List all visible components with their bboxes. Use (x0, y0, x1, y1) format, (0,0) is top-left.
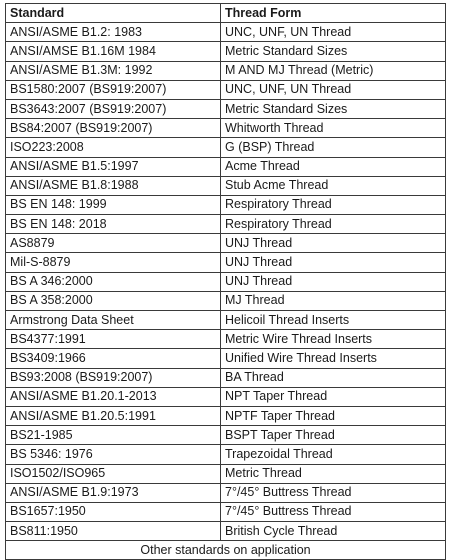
standard-cell: BS 5346: 1976 (6, 445, 221, 464)
thread-form-cell: Metric Wire Thread Inserts (221, 330, 446, 349)
table-row (6, 522, 446, 541)
thread-form-cell: Metric Thread (221, 464, 446, 483)
table-row (6, 215, 446, 234)
standard-cell: BS A 346:2000 (6, 272, 221, 291)
table-row (6, 61, 446, 80)
column-header-thread-form: Thread Form (221, 4, 446, 23)
table-row (6, 406, 446, 425)
thread-form-cell: UNJ Thread (221, 253, 446, 272)
thread-form-cell: UNC, UNF, UN Thread (221, 23, 446, 42)
table-row (6, 119, 446, 138)
thread-form-cell: Acme Thread (221, 157, 446, 176)
table-row (6, 195, 446, 214)
table-row (6, 311, 446, 330)
standard-cell: BS4377:1991 (6, 330, 221, 349)
standards-table (5, 3, 446, 560)
table-header-row (6, 4, 446, 23)
standard-cell: ANSI/ASME B1.20.5:1991 (6, 406, 221, 425)
thread-form-cell: Unified Wire Thread Inserts (221, 349, 446, 368)
standard-cell: BS EN 148: 2018 (6, 215, 221, 234)
table-footer-row (6, 541, 446, 560)
standard-cell: ISO1502/ISO965 (6, 464, 221, 483)
standard-cell: BS3643:2007 (BS919:2007) (6, 99, 221, 118)
thread-form-cell: UNJ Thread (221, 234, 446, 253)
table-row (6, 80, 446, 99)
standard-cell: ANSI/ASME B1.2: 1983 (6, 23, 221, 42)
thread-form-cell: Helicoil Thread Inserts (221, 311, 446, 330)
standard-cell: ANSI/ASME B1.9:1973 (6, 483, 221, 502)
table-row (6, 483, 446, 502)
table-row (6, 445, 446, 464)
standard-cell: ANSI/ASME B1.3M: 1992 (6, 61, 221, 80)
thread-form-cell: British Cycle Thread (221, 522, 446, 541)
standard-cell: BS84:2007 (BS919:2007) (6, 119, 221, 138)
table-row (6, 502, 446, 521)
thread-form-cell: 7°/45° Buttress Thread (221, 483, 446, 502)
table-row (6, 253, 446, 272)
standard-cell: BS1580:2007 (BS919:2007) (6, 80, 221, 99)
thread-form-cell: Trapezoidal Thread (221, 445, 446, 464)
thread-form-cell: Stub Acme Thread (221, 176, 446, 195)
standard-cell: BS EN 148: 1999 (6, 195, 221, 214)
standard-cell: ISO223:2008 (6, 138, 221, 157)
standard-cell: BS21-1985 (6, 426, 221, 445)
table-footer-note: Other standards on application (6, 541, 446, 560)
table-row (6, 23, 446, 42)
table-row (6, 157, 446, 176)
table-row (6, 330, 446, 349)
column-header-standard: Standard (6, 4, 221, 23)
thread-form-cell: Respiratory Thread (221, 195, 446, 214)
table-row (6, 426, 446, 445)
thread-form-cell: UNC, UNF, UN Thread (221, 80, 446, 99)
table-row (6, 464, 446, 483)
thread-form-cell: Metric Standard Sizes (221, 99, 446, 118)
table-body (6, 23, 446, 541)
thread-form-cell: Respiratory Thread (221, 215, 446, 234)
standard-cell: ANSI/AMSE B1.16M 1984 (6, 42, 221, 61)
thread-form-cell: 7°/45° Buttress Thread (221, 502, 446, 521)
standard-cell: ANSI/ASME B1.5:1997 (6, 157, 221, 176)
table-row (6, 349, 446, 368)
thread-form-cell: NPTF Taper Thread (221, 406, 446, 425)
table-row (6, 368, 446, 387)
table-row (6, 272, 446, 291)
standard-cell: ANSI/ASME B1.20.1-2013 (6, 387, 221, 406)
table-row (6, 176, 446, 195)
thread-form-cell: M AND MJ Thread (Metric) (221, 61, 446, 80)
table-row (6, 99, 446, 118)
thread-form-cell: Whitworth Thread (221, 119, 446, 138)
standard-cell: BS1657:1950 (6, 502, 221, 521)
standard-cell: BS811:1950 (6, 522, 221, 541)
standard-cell: AS8879 (6, 234, 221, 253)
thread-form-cell: UNJ Thread (221, 272, 446, 291)
standard-cell: Mil-S-8879 (6, 253, 221, 272)
table-row (6, 234, 446, 253)
table-row (6, 42, 446, 61)
thread-form-cell: Metric Standard Sizes (221, 42, 446, 61)
standard-cell: BS A 358:2000 (6, 291, 221, 310)
thread-form-cell: BSPT Taper Thread (221, 426, 446, 445)
thread-form-cell: NPT Taper Thread (221, 387, 446, 406)
standard-cell: BS3409:1966 (6, 349, 221, 368)
thread-form-cell: MJ Thread (221, 291, 446, 310)
table-row (6, 387, 446, 406)
standard-cell: BS93:2008 (BS919:2007) (6, 368, 221, 387)
standard-cell: ANSI/ASME B1.8:1988 (6, 176, 221, 195)
table-row (6, 291, 446, 310)
standard-cell: Armstrong Data Sheet (6, 311, 221, 330)
table-row (6, 138, 446, 157)
thread-form-cell: G (BSP) Thread (221, 138, 446, 157)
thread-form-cell: BA Thread (221, 368, 446, 387)
